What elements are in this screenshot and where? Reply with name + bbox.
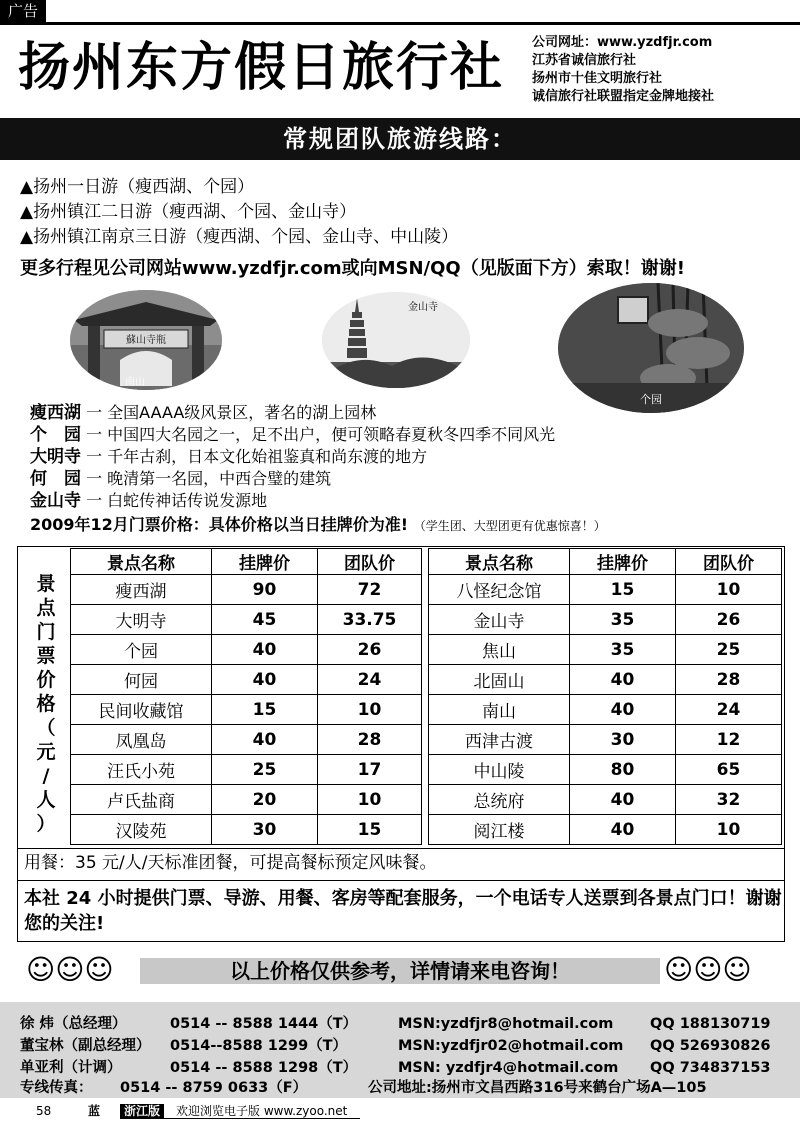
cell: 10 (676, 815, 782, 845)
smiley-group-right (664, 953, 752, 987)
cell: 中山陵 (429, 755, 570, 785)
cell: 33.75 (318, 605, 422, 635)
side-label-char: 格 (36, 693, 56, 715)
col-header: 团队价 (676, 549, 782, 575)
brand-title: 扬州东方假日旅行社 (18, 37, 505, 98)
table-row (429, 785, 782, 815)
side-label-char: 景 (36, 573, 56, 595)
contact-msn[interactable]: MSN:yzdfjr02@hotmail.com (398, 1038, 624, 1054)
route-item: ▲扬州一日游（瘦西湖、个园） (20, 177, 255, 197)
attraction-line (30, 468, 331, 490)
top-divider (0, 22, 800, 25)
side-label-char: 人 (36, 789, 56, 811)
cell: 45 (212, 605, 318, 635)
attraction-desc: 一 白蛇传神话传说发源地 (86, 491, 268, 510)
disclaimer: 以上价格仅供参考，详情请来电咨询！ (230, 959, 570, 983)
footer-rule (120, 1118, 360, 1119)
cell: 28 (318, 725, 422, 755)
cell: 15 (212, 695, 318, 725)
contact-qq[interactable]: QQ 188130719 (650, 1016, 771, 1032)
cell: 15 (570, 575, 676, 605)
table-row (429, 605, 782, 635)
cell: 凤凰岛 (71, 725, 212, 755)
photo-garden (558, 283, 744, 413)
gate-illustration (70, 290, 222, 390)
cell: 10 (318, 785, 422, 815)
cell: 10 (318, 695, 422, 725)
attraction-desc: 一 千年古刹，日本文化始祖鉴真和尚东渡的地方 (86, 447, 428, 466)
page-footer (0, 1100, 800, 1122)
pagoda-illustration (322, 292, 470, 388)
fax-number[interactable]: 0514 -- 8759 0633（F） (120, 1080, 308, 1096)
side-label-char: 点 (36, 597, 56, 619)
col-header: 景点名称 (71, 549, 212, 575)
cell: 金山寺 (429, 605, 570, 635)
company-honor-3: 诚信旅行社联盟指定金牌地接社 (532, 89, 715, 104)
side-label-char: （ (36, 717, 56, 739)
attraction-line (30, 424, 555, 446)
table-row (429, 575, 782, 605)
cell: 80 (570, 755, 676, 785)
meal-info: 用餐：35 元/人/天标准团餐，可提高餐标预定风味餐。 (24, 853, 437, 873)
col-header: 团队价 (318, 549, 422, 575)
more-info: 更多行程见公司网站www.yzdfjr.com或向MSN/QQ（见版面下方）索取！谢谢! (20, 258, 685, 279)
contact-qq[interactable]: QQ 526930826 (650, 1038, 771, 1054)
cell: 20 (212, 785, 318, 815)
table-row (71, 755, 422, 785)
contact-name: 单亚利（计调） (20, 1060, 122, 1076)
cell: 总统府 (429, 785, 570, 815)
attraction-desc: 一 全国AAAA级风景区，著名的湖上园林 (86, 403, 377, 422)
cell: 40 (212, 725, 318, 755)
company-info (532, 34, 714, 106)
table-row (71, 635, 422, 665)
attraction-name: 何 园 (30, 469, 81, 489)
table-row (71, 725, 422, 755)
cell: 12 (676, 725, 782, 755)
contact-row (20, 1013, 771, 1035)
cell: 汪氏小苑 (71, 755, 212, 785)
cell: 西津古渡 (429, 725, 570, 755)
attraction-desc: 一 晚清第一名园，中西合璧的建筑 (86, 469, 332, 488)
price-table-side-label (32, 572, 60, 836)
ad-tag: 广告 (0, 0, 46, 22)
page-number: 58 (36, 1104, 52, 1118)
edition-badge: 浙江版 (120, 1104, 164, 1118)
company-honor-2: 扬州市十佳文明旅行社 (532, 71, 663, 86)
table-row (429, 815, 782, 845)
section-banner-title: 常规团队旅游线路： (283, 125, 517, 153)
cell: 32 (676, 785, 782, 815)
cell: 40 (570, 785, 676, 815)
table-row (429, 755, 782, 785)
cell: 40 (212, 635, 318, 665)
cell: 汉陵苑 (71, 815, 212, 845)
table-row (71, 785, 422, 815)
cell: 65 (676, 755, 782, 785)
smiley-group-left (26, 953, 114, 987)
cell: 28 (676, 665, 782, 695)
company-honor-1: 江苏省诚信旅行社 (532, 53, 637, 68)
cell: 阅江楼 (429, 815, 570, 845)
photo-pagoda (322, 292, 470, 388)
cell: 瘦西湖 (71, 575, 212, 605)
contact-row-fax (20, 1077, 707, 1099)
smiley-icon: ☺ (55, 953, 85, 986)
cell: 40 (570, 665, 676, 695)
cell: 民间收藏馆 (71, 695, 212, 725)
cell: 10 (676, 575, 782, 605)
cell: 15 (318, 815, 422, 845)
smiley-icon: ☺ (84, 953, 114, 986)
price-table-right (428, 548, 782, 845)
divider (17, 880, 785, 881)
contact-qq[interactable]: QQ 734837153 (650, 1060, 771, 1076)
cell: 40 (570, 815, 676, 845)
smiley-icon: ☺ (693, 953, 723, 986)
fax-label: 专线传真： (20, 1080, 93, 1096)
table-row (71, 605, 422, 635)
cell: 35 (570, 605, 676, 635)
cell: 90 (212, 575, 318, 605)
cell: 何园 (71, 665, 212, 695)
col-header: 挂牌价 (570, 549, 676, 575)
side-label-char: ） (36, 813, 56, 835)
cell: 大明寺 (71, 605, 212, 635)
price-table-left (70, 548, 422, 845)
color-mark: 蓝 (88, 1104, 101, 1118)
side-label-char: 元 (36, 741, 56, 763)
footer-text: 欢迎浏览电子版 www.zyoo.net (176, 1104, 348, 1118)
contact-msn[interactable]: MSN:yzdfjr8@hotmail.com (398, 1016, 614, 1032)
attraction-desc: 一 中国四大名园之一，足不出户，便可领略春夏秋冬四季不同风光 (86, 425, 556, 444)
cell: 30 (212, 815, 318, 845)
cell: 30 (570, 725, 676, 755)
side-label-char: 票 (36, 645, 56, 667)
contact-phone[interactable]: 0514 -- 8588 1444（T） (170, 1016, 358, 1032)
cell: 72 (318, 575, 422, 605)
cell: 40 (570, 695, 676, 725)
cell: 26 (318, 635, 422, 665)
cell: 卢氏盐商 (71, 785, 212, 815)
garden-illustration (558, 283, 744, 413)
cell: 26 (676, 605, 782, 635)
cell: 焦山 (429, 635, 570, 665)
cell: 40 (212, 665, 318, 695)
smiley-icon: ☺ (722, 953, 752, 986)
table-row (71, 695, 422, 725)
route-item: ▲扬州镇江二日游（瘦西湖、个园、金山寺） (20, 202, 357, 222)
table-row (429, 635, 782, 665)
smiley-icon: ☺ (26, 953, 56, 986)
attraction-name: 大明寺 (30, 447, 81, 467)
side-label-char: 门 (36, 621, 56, 643)
cell: 24 (676, 695, 782, 725)
price-note-main: 2009年12月门票价格：具体价格以当日挂牌价为准! (30, 515, 409, 534)
attraction-name: 金山寺 (30, 491, 81, 511)
photo-gate (70, 290, 222, 390)
col-header: 景点名称 (429, 549, 570, 575)
table-row (71, 575, 422, 605)
contact-row (20, 1035, 771, 1057)
table-row (71, 665, 422, 695)
contact-msn[interactable]: MSN: yzdfjr4@hotmail.com (398, 1060, 619, 1076)
contact-name: 董宝林（副总经理） (20, 1038, 151, 1054)
table-row (429, 725, 782, 755)
contact-name: 徐 炜（总经理） (20, 1016, 127, 1032)
company-address: 公司地址:扬州市文昌西路316号来鹤台广场A—105 (368, 1080, 707, 1096)
route-item: ▲扬州镇江南京三日游（瘦西湖、个园、金山寺、中山陵） (20, 227, 459, 247)
service-info: 本社 24 小时提供门票、导游、用餐、客房等配套服务，一个电话专人送票到各景点门口！谢谢您的关注! (24, 888, 782, 934)
cell: 17 (318, 755, 422, 785)
divider (17, 848, 785, 849)
table-row (71, 815, 422, 845)
contact-phone[interactable]: 0514--8588 1299（T） (170, 1038, 348, 1054)
attraction-name: 瘦西湖 (30, 403, 81, 423)
attraction-line (30, 490, 267, 512)
contact-row (20, 1057, 771, 1079)
attraction-name: 个 园 (30, 425, 81, 445)
cell: 南山 (429, 695, 570, 725)
price-note (30, 514, 606, 537)
attraction-line (30, 402, 376, 424)
photo-caption: 个园 (640, 393, 662, 406)
table-row (429, 695, 782, 725)
company-website[interactable]: 公司网址：www.yzdfjr.com (532, 35, 713, 50)
cell: 北固山 (429, 665, 570, 695)
cell: 35 (570, 635, 676, 665)
gate-sign: 蘇山寺瓶 (126, 335, 166, 346)
col-header: 挂牌价 (212, 549, 318, 575)
side-label-char: 价 (36, 669, 56, 691)
cell: 25 (676, 635, 782, 665)
table-row (429, 665, 782, 695)
side-label-char: / (42, 765, 50, 787)
attraction-line (30, 446, 427, 468)
cell: 个园 (71, 635, 212, 665)
photo-caption: 南山 (125, 377, 145, 388)
cell: 25 (212, 755, 318, 785)
price-note-discount: （学生团、大型团更有优惠惊喜！） (413, 519, 606, 533)
contact-phone[interactable]: 0514 -- 8588 1298（T） (170, 1060, 358, 1076)
smiley-icon: ☺ (664, 953, 694, 986)
cell: 24 (318, 665, 422, 695)
photo-caption: 金山寺 (408, 302, 438, 313)
cell: 八怪纪念馆 (429, 575, 570, 605)
